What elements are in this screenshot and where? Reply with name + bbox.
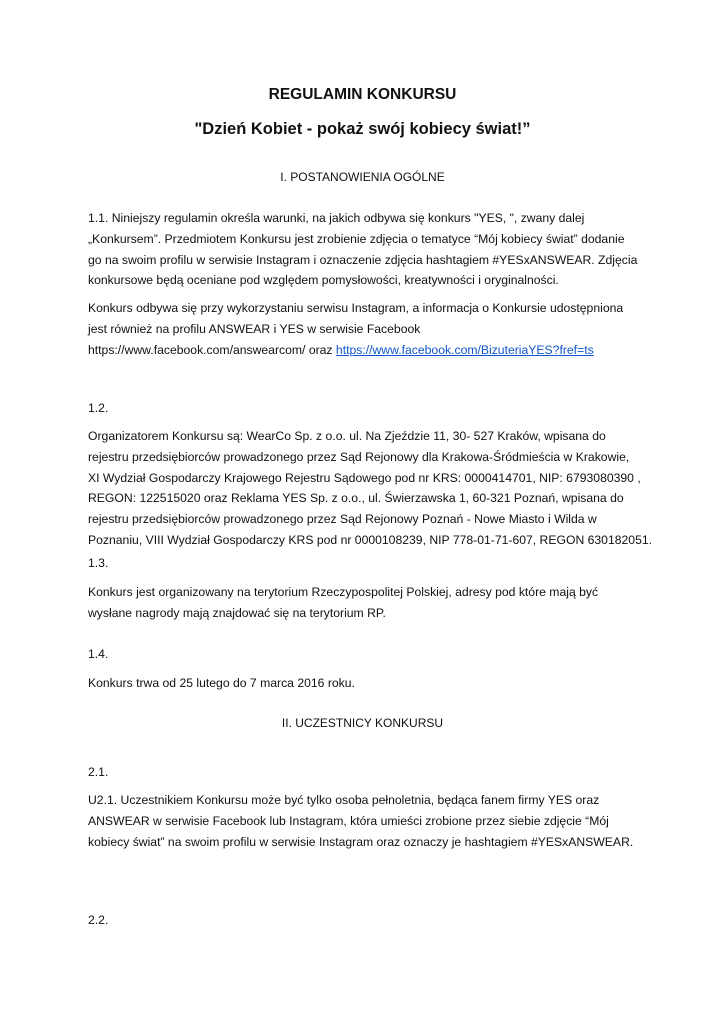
heading-1-3: 1.3.	[88, 556, 109, 570]
section-heading-participants: II. UCZESTNICY KONKURSU	[281, 716, 444, 730]
text-line: rejestru przedsiębiorców prowadzonego przez Sąd Rejonowy Poznań - Nowe Miasto i Wilda w	[88, 512, 597, 527]
paragraph-2-1	[88, 790, 640, 852]
text-line: Konkurs odbywa się przy wykorzystaniu serwisu Instagram, a informacja o Konkursie udostępniona	[88, 301, 624, 315]
text-line: XI Wydział Gospodarczy Krajowego Rejestru Sądowego pod nr KRS: 0000414701, NIP: 6793080390 ,	[88, 470, 641, 485]
text-line: U2.1. Uczestnikiem Konkursu może być tylko osoba pełnoletnia, będąca fanem firmy YES oraz	[88, 793, 600, 807]
text-line: rejestru przedsiębiorców prowadzonego przez Sąd Rejonowy dla Krakowa-Śródmieścia w Krakowie,	[88, 449, 630, 464]
text-line: Organizatorem Konkursu są: WearCo Sp. z o.o. ul. Na Zjeździe 11, 30- 527 Kraków, wpisana do	[88, 429, 606, 443]
text-line-with-link	[88, 340, 640, 361]
text-line: jest również na profilu ANSWEAR i YES w serwisie Facebook	[88, 321, 421, 336]
heading-2-2: 2.2.	[88, 913, 109, 927]
text-line: ANSWEAR w serwisie Facebook lub Instagram, która umieści zrobione przez siebie zdjęcie “Mój	[88, 813, 609, 828]
text-line: REGON: 122515020 oraz Reklama YES Sp. z o.o., ul. Świerzawska 1, 60-321 Poznań, wpisana do	[88, 491, 624, 506]
paragraph-1-2	[88, 426, 653, 551]
text-line: Konkurs jest organizowany na terytorium Rzeczypospolitej Polskiej, adresy pod które mają być	[88, 585, 599, 599]
paragraph-1-4: Konkurs trwa od 25 lutego do 7 marca 2016 roku.	[88, 676, 355, 690]
heading-2-1: 2.1.	[88, 765, 109, 779]
section-heading-general: I. POSTANOWIENIA OGÓLNE	[280, 170, 445, 184]
text-line: wysłane nagrody mają znajdować się na terytorium RP.	[88, 605, 386, 620]
paragraph-1-1	[88, 208, 640, 291]
text-line: kobiecy świat” na swoim profilu w serwisie Instagram oraz oznaczy je hashtagiem #YESxANSWEAR.	[88, 834, 634, 849]
heading-1-4: 1.4.	[88, 647, 109, 661]
document-subtitle: "Dzień Kobiet - pokaż swój kobiecy świat!”	[194, 120, 531, 138]
text-line: 1.1. Niniejszy regulamin określa warunki, na jakich odbywa się konkurs "YES, ", zwany dalej	[88, 211, 585, 225]
text-line: go na swoim profilu w serwisie Instagram i oznaczenie zdjęcia hashtagiem #YESxANSWEAR. Zdjęcia	[88, 252, 638, 267]
text-line: „Konkursem”. Przedmiotem Konkursu jest zrobienie zdjęcia o tematyce “Mój kobiecy świat” dodanie	[88, 231, 625, 246]
document-title: REGULAMIN KONKURSU	[268, 86, 457, 103]
text-line: konkursowe będą oceniane pod względem pomysłowości, kreatywności i oryginalności.	[88, 273, 559, 288]
heading-1-2: 1.2.	[88, 401, 109, 415]
text-line: Poznaniu, VIII Wydział Gospodarczy KRS pod nr 0000108239, NIP 778-01-71-607, REGON 630182051.	[88, 532, 653, 547]
paragraph-1-3	[88, 582, 640, 624]
answear-facebook-url: https://www.facebook.com/answearcom/ oraz	[88, 342, 336, 357]
yes-facebook-link[interactable]: https://www.facebook.com/BizuteriaYES?fref=ts	[335, 342, 594, 357]
paragraph-instagram	[88, 298, 640, 360]
